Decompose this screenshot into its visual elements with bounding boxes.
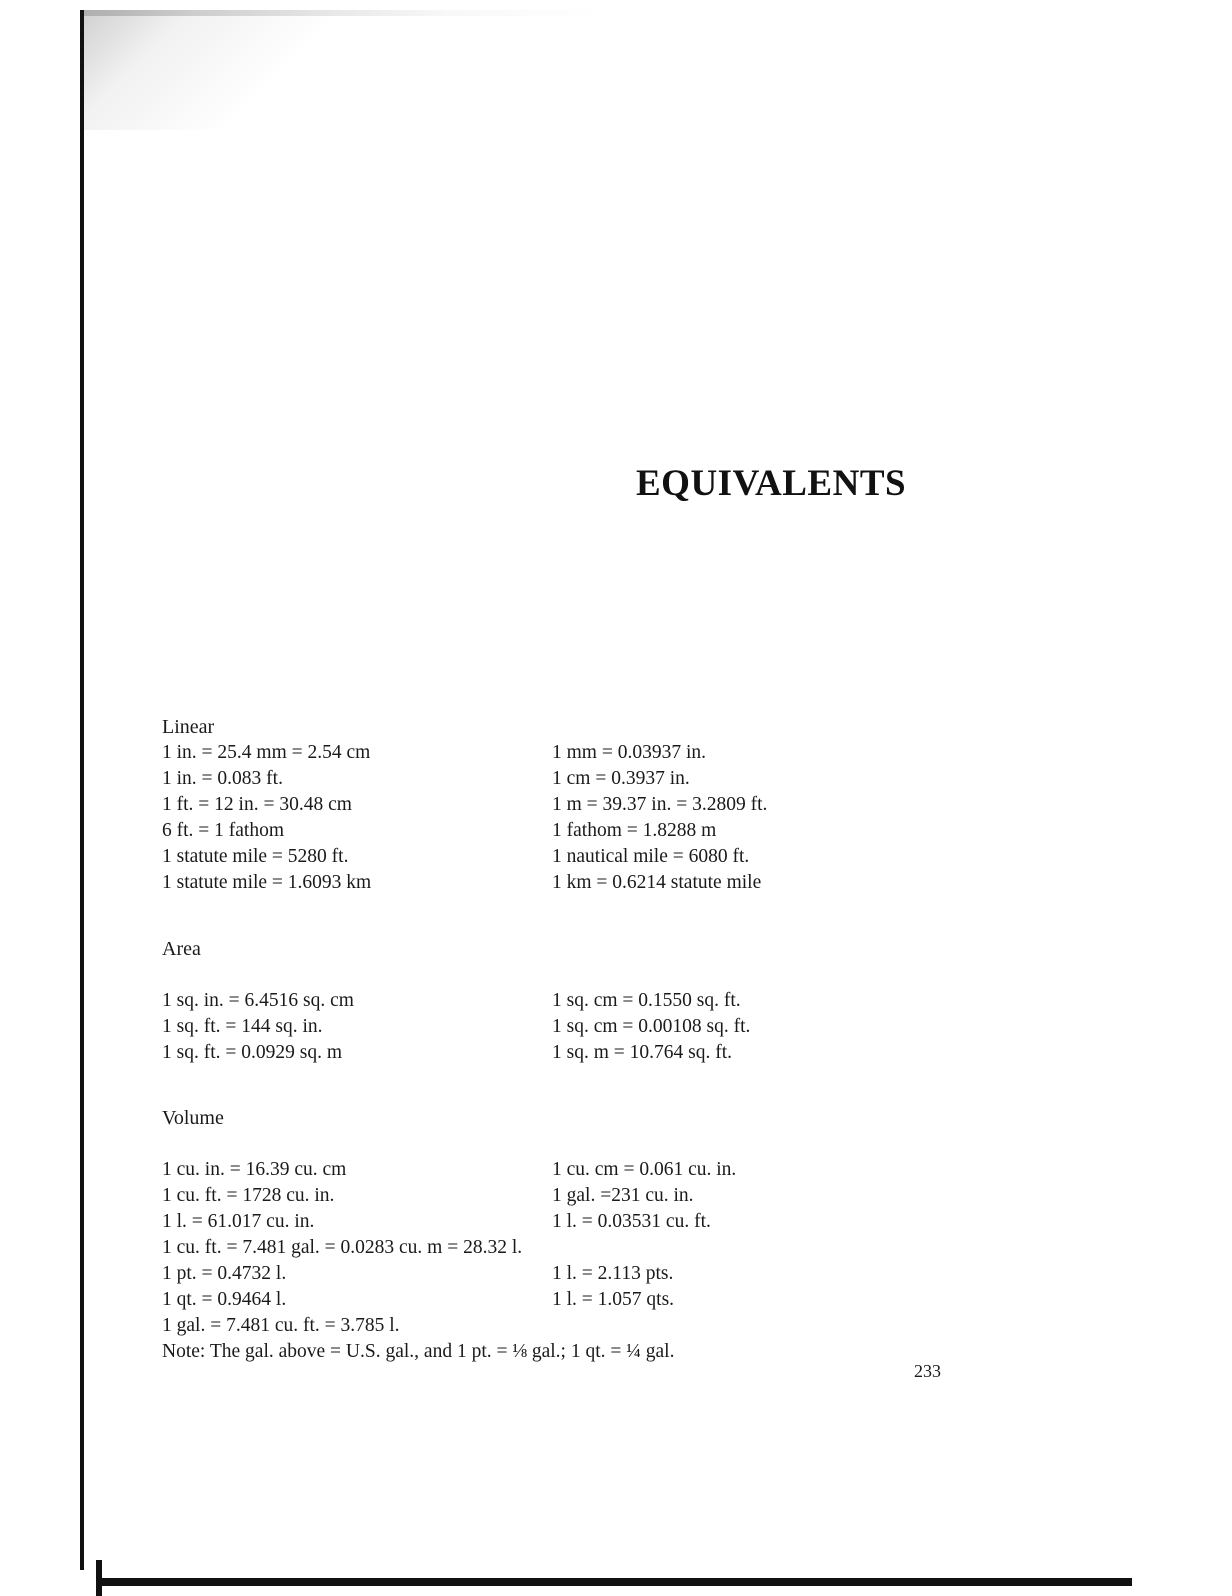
area-rows [162, 988, 962, 1066]
area-heading: Area [162, 938, 201, 960]
table-row-full [162, 1313, 962, 1339]
equivalence-right: 1 mm = 0.03937 in. [552, 742, 707, 763]
equivalence-left: 1 in. = 25.4 mm = 2.54 cm [162, 742, 371, 763]
equivalence-right: 1 l. = 2.113 pts. [552, 1263, 674, 1284]
table-row [162, 1183, 962, 1209]
table-row [162, 1040, 962, 1066]
equivalence-left: 1 sq. ft. = 0.0929 sq. m [162, 1042, 343, 1063]
scan-top-edge [84, 10, 604, 16]
linear-section [162, 714, 962, 896]
equivalence-right: 1 sq. m = 10.764 sq. ft. [552, 1042, 733, 1063]
table-row [162, 1209, 962, 1235]
equivalence-right: 1 l. = 0.03531 cu. ft. [552, 1211, 711, 1232]
page-number: 233 [914, 1361, 941, 1381]
equivalence-left: 1 statute mile = 5280 ft. [162, 846, 349, 867]
page-title: EQUIVALENTS [636, 463, 907, 504]
equivalence-left: 6 ft. = 1 fathom [162, 820, 285, 841]
table-row [162, 1287, 962, 1313]
equivalence-right: 1 sq. cm = 0.00108 sq. ft. [552, 1016, 751, 1037]
table-row [162, 766, 962, 792]
equivalence-right: 1 nautical mile = 6080 ft. [552, 846, 750, 867]
table-row [162, 740, 962, 766]
volume-section [162, 1105, 962, 1365]
equivalence-left: 1 l. = 61.017 cu. in. [162, 1211, 315, 1232]
equivalence-right: 1 gal. =231 cu. in. [552, 1185, 694, 1206]
equivalence-left: 1 statute mile = 1.6093 km [162, 872, 372, 893]
equivalence-left: 1 pt. = 0.4732 l. [162, 1263, 287, 1284]
scan-bottom-edge [96, 1578, 1132, 1586]
footnote: Note: The gal. above = U.S. gal., and 1 pt. = ⅛ gal.; 1 qt. = ¼ gal. [162, 1341, 675, 1362]
equivalence-right: 1 cm = 0.3937 in. [552, 768, 690, 789]
area-section [162, 936, 962, 1066]
equivalence-right: 1 km = 0.6214 statute mile [552, 872, 762, 893]
equivalence-left: 1 cu. ft. = 1728 cu. in. [162, 1185, 335, 1206]
equivalence-right: 1 sq. cm = 0.1550 sq. ft. [552, 990, 741, 1011]
equivalence-left: 1 sq. ft. = 144 sq. in. [162, 1016, 323, 1037]
equivalence-right: 1 fathom = 1.8288 m [552, 820, 717, 841]
equivalence-left: 1 ft. = 12 in. = 30.48 cm [162, 794, 352, 815]
table-row [162, 1014, 962, 1040]
equivalence-right: 1 m = 39.37 in. = 3.2809 ft. [552, 794, 768, 815]
table-row [162, 988, 962, 1014]
equivalence-left: 1 cu. in. = 16.39 cu. cm [162, 1159, 347, 1180]
table-row-full [162, 1235, 962, 1261]
equivalence-left: 1 sq. in. = 6.4516 sq. cm [162, 990, 354, 1011]
equivalence-left: 1 qt. = 0.9464 l. [162, 1289, 287, 1310]
volume-heading: Volume [162, 1107, 224, 1129]
table-row [162, 870, 962, 896]
equivalence-right: 1 l. = 1.057 qts. [552, 1289, 675, 1310]
scan-left-edge [80, 10, 84, 1570]
volume-rows [162, 1157, 962, 1365]
equivalence-full-line: 1 gal. = 7.481 cu. ft. = 3.785 l. [162, 1315, 400, 1336]
equivalence-left: 1 in. = 0.083 ft. [162, 768, 283, 789]
table-row [162, 844, 962, 870]
table-row-note [162, 1339, 962, 1365]
linear-rows [162, 740, 962, 896]
scan-corner-shading [84, 10, 544, 130]
equivalence-right: 1 cu. cm = 0.061 cu. in. [552, 1159, 737, 1180]
equivalence-full-line: 1 cu. ft. = 7.481 gal. = 0.0283 cu. m = 28.32 l. [162, 1237, 523, 1258]
linear-heading: Linear [162, 716, 215, 738]
table-row [162, 792, 962, 818]
table-row [162, 818, 962, 844]
table-row [162, 1261, 962, 1287]
table-row [162, 1157, 962, 1183]
